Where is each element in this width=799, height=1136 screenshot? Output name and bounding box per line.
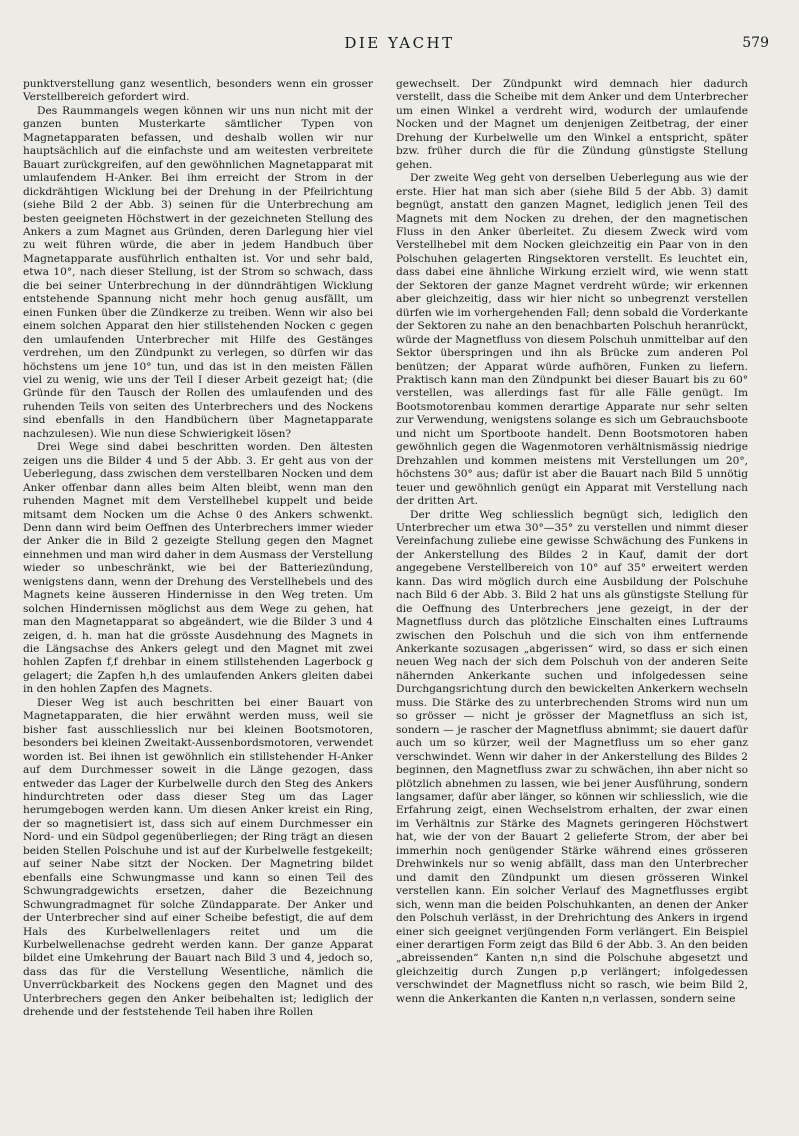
running-head <box>0 34 799 54</box>
paragraph: Des Raummangels wegen können wir uns nun nicht mit der ganzen bunten Musterkarte sämtlicher Typen von Magnetapparaten befassen, und deshalb wollen wir nur hauptsächlich auf die einfachste und am weitesten verbreitete Bauart zurückgreifen, auf den gewöhnlichen Magnetapparat mit umlaufendem H-Anker. Bei ihm erreicht der Strom in der dickdrähtigen Wicklung bei der Drehung in der Pfeilrichtung (siehe Bild 2 der Abb. 3) seinen für die Unterbrechung am besten geeigneten Höchstwert in der gezeichneten Stellung des Ankers a zum Magnet aus Gründen, deren Darlegung hier viel zu weit führen würde, die aber in jedem Handbuch über Magnetapparate ausführlich enthalten ist. Vor und sehr bald, etwa 10°, nach dieser Stellung, ist der Strom so schwach, dass die bei seiner Unterbrechung in der dünndrähtigen Wicklung entstehende Spannung nicht mehr hoch genug ausfällt, um einen Funken über die Zündkerze zu treiben. Wenn wir also bei einem solchen Apparat den hier stillstehenden Nocken c gegen den umlaufenden Unterbrecher mit Hilfe des Gestänges verdrehen, um den Zündpunkt zu verlegen, so dürfen wir das höchstens um jene 10° tun, und das ist in den meisten Fällen viel zu wenig, wie uns der Teil I dieser Arbeit gezeigt hat; (die Gründe für den Tausch der Rollen des umlaufenden und des ruhenden Teils von seiten des Unterbrechers und des Nockens sind ebenfalls in den Handbüchern über Magnetapparate nachzulesen). Wie nun diese Schwierigkeit lösen? <box>23 104 373 440</box>
left-column <box>23 78 373 1020</box>
journal-title: DIE YACHT <box>344 34 455 52</box>
paragraph: punktverstellung ganz wesentlich, besonders wenn ein grosser Verstellbereich gefordert wird. <box>23 78 373 104</box>
paragraph: Der zweite Weg geht von derselben Ueberlegung aus wie der erste. Hier hat man sich aber (siehe Bild 5 der Abb. 3) damit begnügt, anstatt den ganzen Magnet, lediglich jenen Teil des Magnets mit dem Nocken zu drehen, der den magnetischen Fluss in den Anker überleitet. Zu diesem Zweck wird vom Verstellhebel mit dem Nocken gleichzeitig ein Paar von in den Polschuhen gelagerten Ringsektoren verstellt. Es leuchtet ein, dass dabei eine ähnliche Wirkung erzielt wird, wie wenn statt der Sektoren der ganze Magnet verdreht würde; wir erkennen aber gleichzeitig, dass wir hier nicht so unbegrenzt verstellen dürfen wie im vorhergehenden Fall; denn sobald die Vorderkante der Sektoren zu nahe an den benachbarten Polschuh heranrückt, würde der Magnetfluss von diesem Polschuh unmittelbar auf den Sektor überspringen und ihn als Brücke zum anderen Pol benützen; der Apparat würde aufhören, Funken zu liefern. Praktisch kann man den Zündpunkt bei dieser Bauart bis zu 60° verstellen, was allerdings fast für alle Fälle genügt. Im Bootsmotorenbau kommen derartige Apparate nur sehr selten zur Verwendung, wenigstens solange es sich um Gebrauchsboote und nicht um Sportboote handelt. Denn Bootsmotoren haben gewöhnlich gegen die Wagenmotoren verhältnismässig niedrige Drehzahlen und kommen meistens mit Verstellungen um 20°, höchstens 30° aus; dafür ist aber die Bauart nach Bild 5 unnötig teuer und gewöhnlich genügt ein Apparat mit Verstellung nach der dritten Art. <box>396 172 748 508</box>
paragraph: Drei Wege sind dabei beschritten worden. Den ältesten zeigen uns die Bilder 4 und 5 der Abb. 3. Er geht aus von der Ueberlegung, dass zwischen dem verstellbaren Nocken und dem Anker offenbar dann alles beim Alten bleibt, wenn man den ruhenden Magnet mit dem Verstellhebel kuppelt und beide mitsamt dem Nocken um die Achse 0 des Ankers schwenkt. Denn dann wird beim Oeffnen des Unterbrechers immer wieder der Anker die in Bild 2 gezeigte Stellung gegen den Magnet einnehmen und man wird daher in dem Ausmass der Verstellung wieder so unbeschränkt, wie bei der Batteriezündung, wenigstens dann, wenn der Drehung des Verstellhebels und des Magnets keine äusseren Hindernisse in den Weg treten. Um solchen Hindernissen möglichst aus dem Wege zu gehen, hat man den Magnetapparat so abgeändert, wie die Bilder 3 und 4 zeigen, d. h. man hat die grösste Ausdehnung des Magnets in die Längsachse des Ankers gelegt und den Magnet mit zwei hohlen Zapfen f,f drehbar in einem stillstehenden Lagerbock g gelagert; die Zapfen h,h des umlaufenden Ankers gleiten dabei in den hohlen Zapfen des Magnets. <box>23 441 373 696</box>
page-number: 579 <box>742 35 769 51</box>
paragraph: Der dritte Weg schliesslich begnügt sich, lediglich den Unterbrecher um etwa 30°—35° zu verstellen und nimmt dieser Vereinfachung zuliebe eine gewisse Schwächung des Funkens in der Ankerstellung des Bildes 2 in Kauf, damit der dort angegebene Verstellbereich von 10° auf 35° erweitert werden kann. Das wird möglich durch eine Ausbildung der Polschuhe nach Bild 6 der Abb. 3. Bild 2 hat uns als günstigste Stellung für die Oeffnung des Unterbrechers jene gezeigt, in der der Magnetfluss durch das plötzliche Einschalten eines Luftraums zwischen den Polschuh und die sich von ihm entfernende Ankerkante sozusagen „abgerissen“ wird, so dass er sich einen neuen Weg nach der sich dem Polschuh von der anderen Seite nähernden Ankerkante suchen und infolgedessen seine Durchgangsrichtung durch den bewickelten Ankerkern wechseln muss. Die Stärke des zu unterbrechenden Stroms wird nun um so grösser — nicht je grösser der Magnetfluss an sich ist, sondern — je rascher der Magnetfluss abnimmt; sie dauert dafür auch um so kürzer, weil der Magnetfluss um so eher ganz verschwindet. Wenn wir daher in der Ankerstellung des Bildes 2 beginnen, den Magnetfluss zwar zu schwächen, ihn aber nicht so plötzlich abnehmen zu lassen, wie bei jener Ausführung, sondern langsamer, dafür aber länger, so können wir schliesslich, wie die Erfahrung zeigt, einen Wechselstrom erhalten, der zwar einen im Verhältnis zur Stärke des Magnets geringeren Höchstwert hat, wie der von der Bauart 2 gelieferte Strom, der aber bei immerhin noch genügender Stärke während eines grösseren Drehwinkels nur so wenig abfällt, dass man den Unterbrecher und damit den Zündpunkt um diesen grösseren Winkel verstellen kann. Ein solcher Verlauf des Magnetflusses ergibt sich, wenn man die beiden Polschuhkanten, an denen der Anker den Polschuh verlässt, in der Drehrichtung des Ankers in irgend einer sich geeignet verjüngenden Form verlängert. Ein Beispiel einer derartigen Form zeigt das Bild 6 der Abb. 3. An den beiden „abreissenden“ Kanten n,n sind die Polschuhe abgesetzt und gleichzeitig durch Zungen p,p verlängert; infolgedessen verschwindet der Magnetfluss nicht so rasch, wie beim Bild 2, wenn die Ankerkanten die Kanten n,n verlassen, sondern seine <box>396 508 748 1005</box>
paragraph: gewechselt. Der Zündpunkt wird demnach hier dadurch verstellt, dass die Scheibe mit dem Anker und dem Unterbrecher um einen Winkel a verdreht wird, wodurch der umlaufende Nocken und der Magnet um denjenigen Zeitbetrag, der einer Drehung der Kurbelwelle um den Winkel a entspricht, später bzw. früher durch die für die Zündung günstigste Stellung gehen. <box>396 78 748 171</box>
right-column <box>396 78 748 1006</box>
paragraph: Dieser Weg ist auch beschritten bei einer Bauart von Magnetapparaten, die hier erwähnt werden muss, weil sie bisher fast ausschliesslich nur bei kleinen Bootsmotoren, besonders bei kleinen Zweitakt-Aussenbordsmotoren, verwendet worden ist. Bei ihnen ist gewöhnlich ein stillstehender H-Anker auf dem Durchmesser soweit in die Länge gezogen, dass entweder das Lager der Kurbelwelle durch den Steg des Ankers hindurchtreten oder dass dieser Steg um das Lager herumgebogen werden kann. Um diesen Anker kreist ein Ring, der so magnetisiert ist, dass sich auf einem Durchmesser ein Nord- und ein Südpol gegenüberliegen; der Ring trägt an diesen beiden Stellen Polschuhe und ist auf der Kurbelwelle festgekeilt; auf seiner Nabe sitzt der Nocken. Der Magnetring bildet ebenfalls eine Schwungmasse und kann so einen Teil des Schwungradgewichts ersetzen, daher die Bezeichnung Schwungradmagnet für solche Zündapparate. Der Anker und der Unterbrecher sind auf einer Scheibe befestigt, die auf dem Hals des Kurbelwellenlagers reitet und um die Kurbelwellenachse gedreht werden kann. Der ganze Apparat bildet eine Umkehrung der Bauart nach Bild 3 und 4, jedoch so, dass das für die Verstellung Wesentliche, nämlich die Unverrückbarkeit des Nockens gegen den Magnet und des Unterbrechers gegen den Anker beibehalten ist; lediglich der drehende und der feststehende Teil haben ihre Rollen <box>23 696 373 1019</box>
